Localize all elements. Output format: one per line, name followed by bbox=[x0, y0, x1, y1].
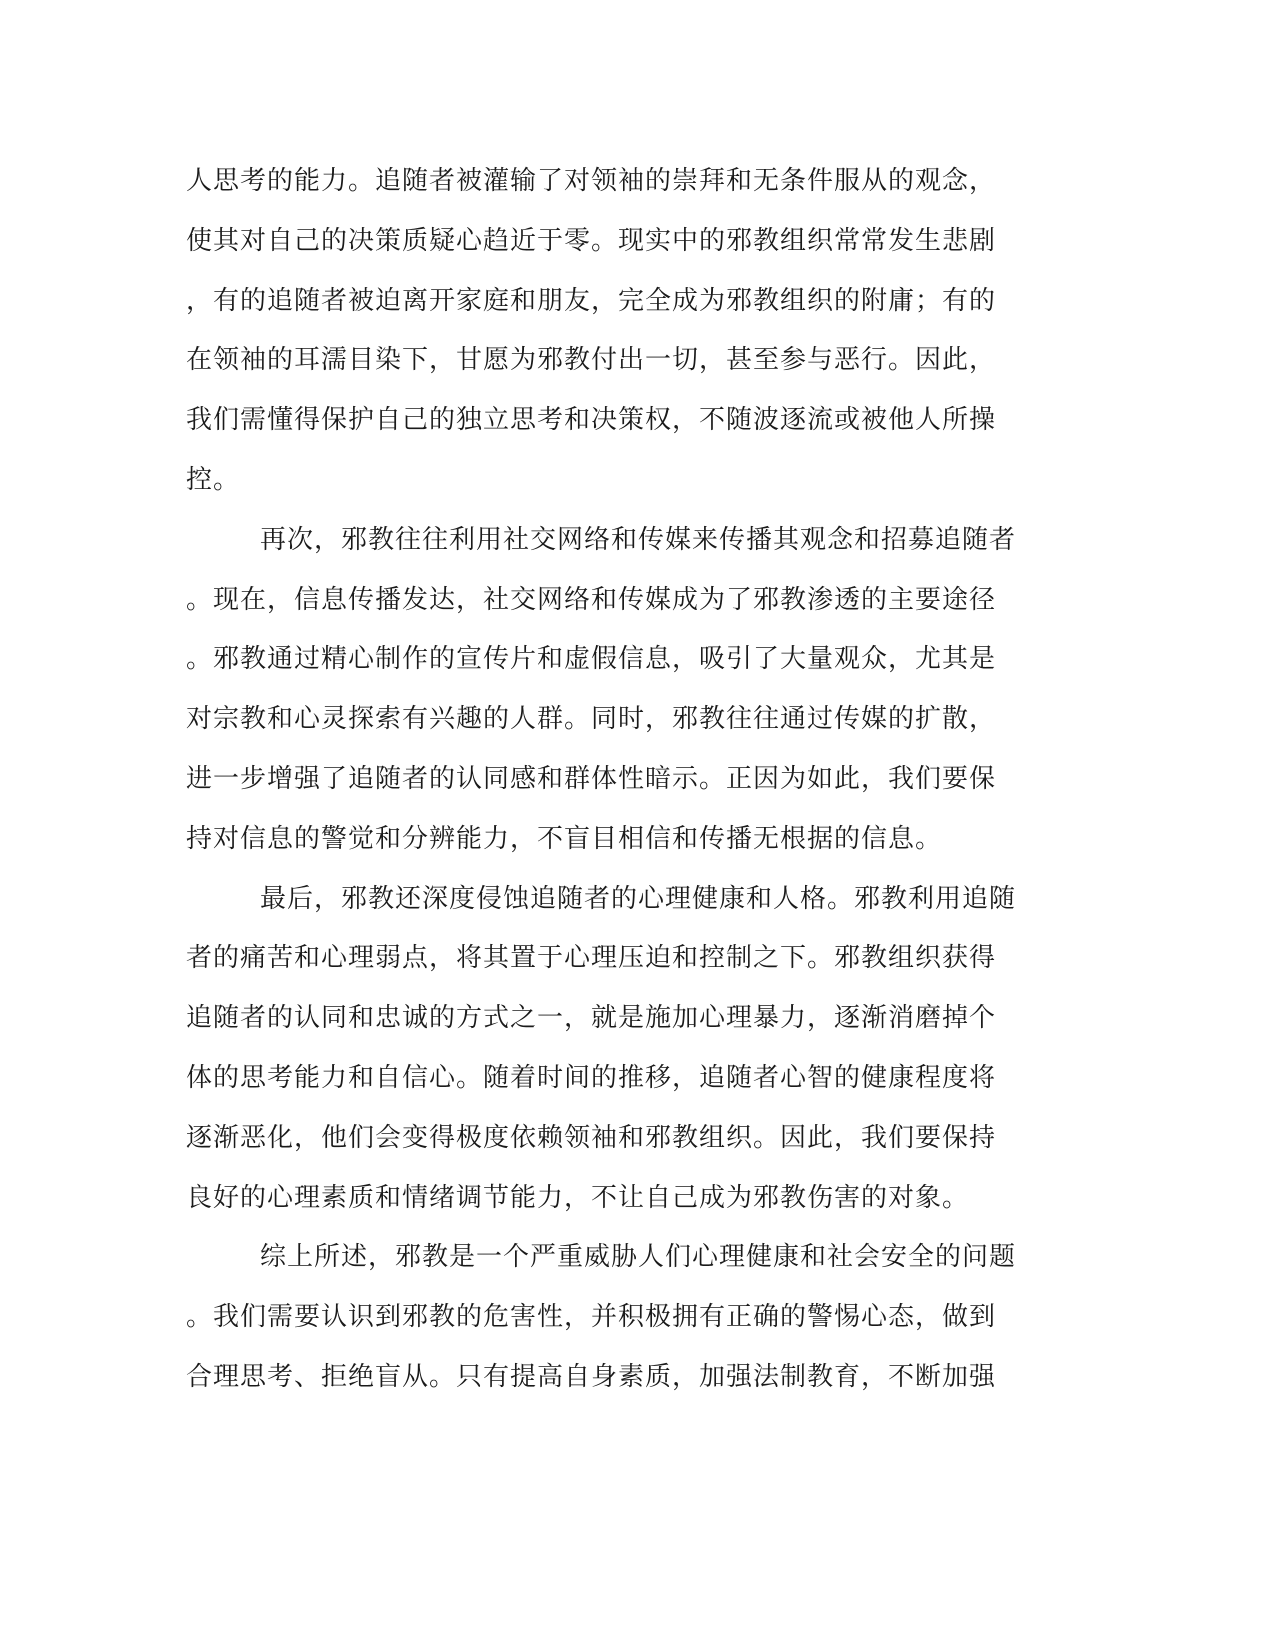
text-line: 进一步增强了追随者的认同感和群体性暗示。正因为如此，我们要保 bbox=[186, 763, 997, 794]
text-line: 控。 bbox=[186, 464, 241, 495]
text-line: 体的思考能力和自信心。随着时间的推移，追随者心智的健康程度将 bbox=[186, 1062, 997, 1093]
body-text bbox=[186, 159, 1066, 1415]
text-line: 者的痛苦和心理弱点，将其置于心理压迫和控制之下。邪教组织获得 bbox=[186, 943, 997, 974]
text-line: 人思考的能力。追随者被灌输了对领袖的崇拜和无条件服从的观念， bbox=[186, 166, 997, 196]
text-line: 持对信息的警觉和分辨能力，不盲目相信和传播无根据的信息。 bbox=[186, 823, 943, 854]
text-line: 。我们需要认识到邪教的危害性，并积极拥有正确的警惕心态，做到 bbox=[186, 1302, 997, 1333]
paragraph-first-line: 最后，邪教还深度侵蚀追随者的心理健康和人格。邪教利用追随 bbox=[260, 883, 1017, 914]
text-line: 逐渐恶化，他们会变得极度依赖领袖和邪教组织。因此，我们要保持 bbox=[186, 1122, 997, 1153]
text-line: 良好的心理素质和情绪调节能力，不让自己成为邪教伤害的对象。 bbox=[186, 1182, 970, 1213]
text-line: 使其对自己的决策质疑心趋近于零。现实中的邪教组织常常发生悲剧 bbox=[186, 225, 997, 256]
text-line: 合理思考、拒绝盲从。只有提高自身素质，加强法制教育，不断加强 bbox=[186, 1361, 997, 1392]
text-line: 。现在，信息传播发达，社交网络和传媒成为了邪教渗透的主要途径 bbox=[186, 584, 997, 615]
text-line: 我们需懂得保护自己的独立思考和决策权，不随波逐流或被他人所操 bbox=[186, 405, 997, 436]
text-line: 追随者的认同和忠诚的方式之一，就是施加心理暴力，逐渐消磨掉个 bbox=[186, 1003, 997, 1034]
paragraph-first-line: 再次，邪教往往利用社交网络和传媒来传播其观念和招募追随者 bbox=[260, 524, 1017, 555]
text-line: 对宗教和心灵探索有兴趣的人群。同时，邪教往往通过传媒的扩散， bbox=[186, 704, 997, 735]
text-line: 。邪教通过精心制作的宣传片和虚假信息，吸引了大量观众，尤其是 bbox=[186, 644, 997, 675]
text-line: 在领袖的耳濡目染下，甘愿为邪教付出一切，甚至参与恶行。因此， bbox=[186, 345, 997, 376]
paragraph-first-line: 综上所述，邪教是一个严重威胁人们心理健康和社会安全的问题 bbox=[260, 1242, 1017, 1273]
text-line: ，有的追随者被迫离开家庭和朋友，完全成为邪教组织的附庸；有的 bbox=[186, 285, 997, 316]
